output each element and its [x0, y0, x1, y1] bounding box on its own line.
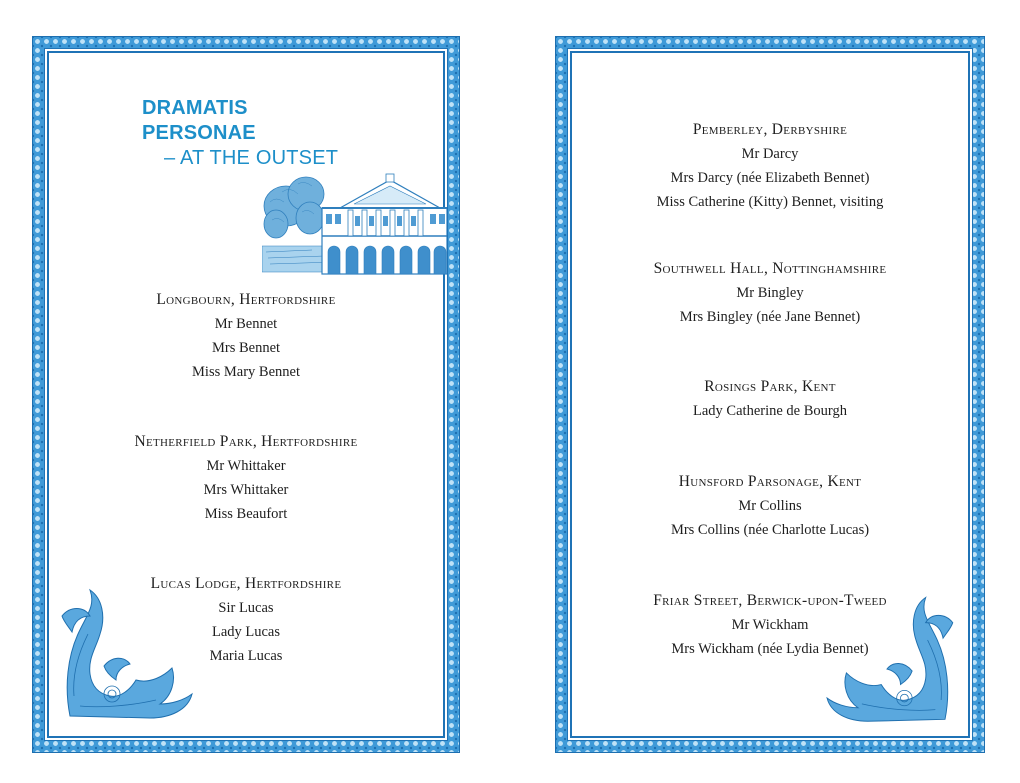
section-rosings-park [570, 375, 970, 423]
character-name: Mr Wickham [731, 617, 809, 633]
place-heading: Hunsford Parsonage, Kent [678, 473, 862, 490]
title-line-2: – AT THE OUTSET [164, 147, 339, 169]
character-name: Sir Lucas [218, 600, 274, 616]
place-heading: Rosings Park, Kent [704, 378, 836, 395]
character-name: Mr Darcy [741, 146, 799, 162]
section-pemberley [570, 118, 970, 214]
section-longbourn [47, 288, 445, 384]
character-name: Mrs Collins (née Charlotte Lucas) [670, 522, 870, 538]
place-heading: Lucas Lodge, Hertfordshire [150, 575, 342, 592]
character-name: Mr Collins [738, 498, 802, 514]
character-name: Mrs Darcy (née Elizabeth Bennet) [670, 170, 870, 186]
character-name: Mrs Bingley (née Jane Bennet) [679, 309, 861, 325]
place-heading: Pemberley, Derbyshire [692, 121, 848, 138]
character-name: Mr Whittaker [206, 458, 286, 474]
character-name: Mrs Whittaker [203, 482, 289, 498]
right-page [555, 36, 985, 753]
section-netherfield [47, 430, 445, 526]
character-name: Mrs Bennet [211, 340, 281, 356]
character-name: Miss Beaufort [204, 506, 288, 522]
title-line-1: DRAMATIS PERSONAE [142, 97, 256, 144]
place-heading: Southwell Hall, Nottinghamshire [653, 260, 887, 277]
acanthus-corner-ornament [60, 576, 200, 726]
place-heading: Netherfield Park, Hertfordshire [134, 433, 358, 450]
character-name: Miss Catherine (Kitty) Bennet, visiting [656, 194, 884, 210]
character-name: Miss Mary Bennet [192, 364, 300, 380]
acanthus-corner-ornament [817, 584, 957, 729]
character-name: Mr Bingley [736, 285, 804, 301]
character-name: Lady Lucas [211, 624, 281, 640]
place-heading: Friar Street, Berwick-upon-Tweed [653, 592, 887, 609]
left-page [32, 36, 460, 753]
character-name: Maria Lucas [209, 648, 283, 664]
section-southwell-hall [570, 257, 970, 329]
character-name: Mrs Wickham (née Lydia Bennet) [671, 641, 869, 657]
section-hunsford-parsonage [570, 470, 970, 542]
place-heading: Longbourn, Hertfordshire [156, 291, 336, 308]
character-name: Lady Catherine de Bourgh [693, 403, 847, 419]
country-house-illustration [262, 154, 447, 278]
character-name: Mr Bennet [214, 316, 278, 332]
